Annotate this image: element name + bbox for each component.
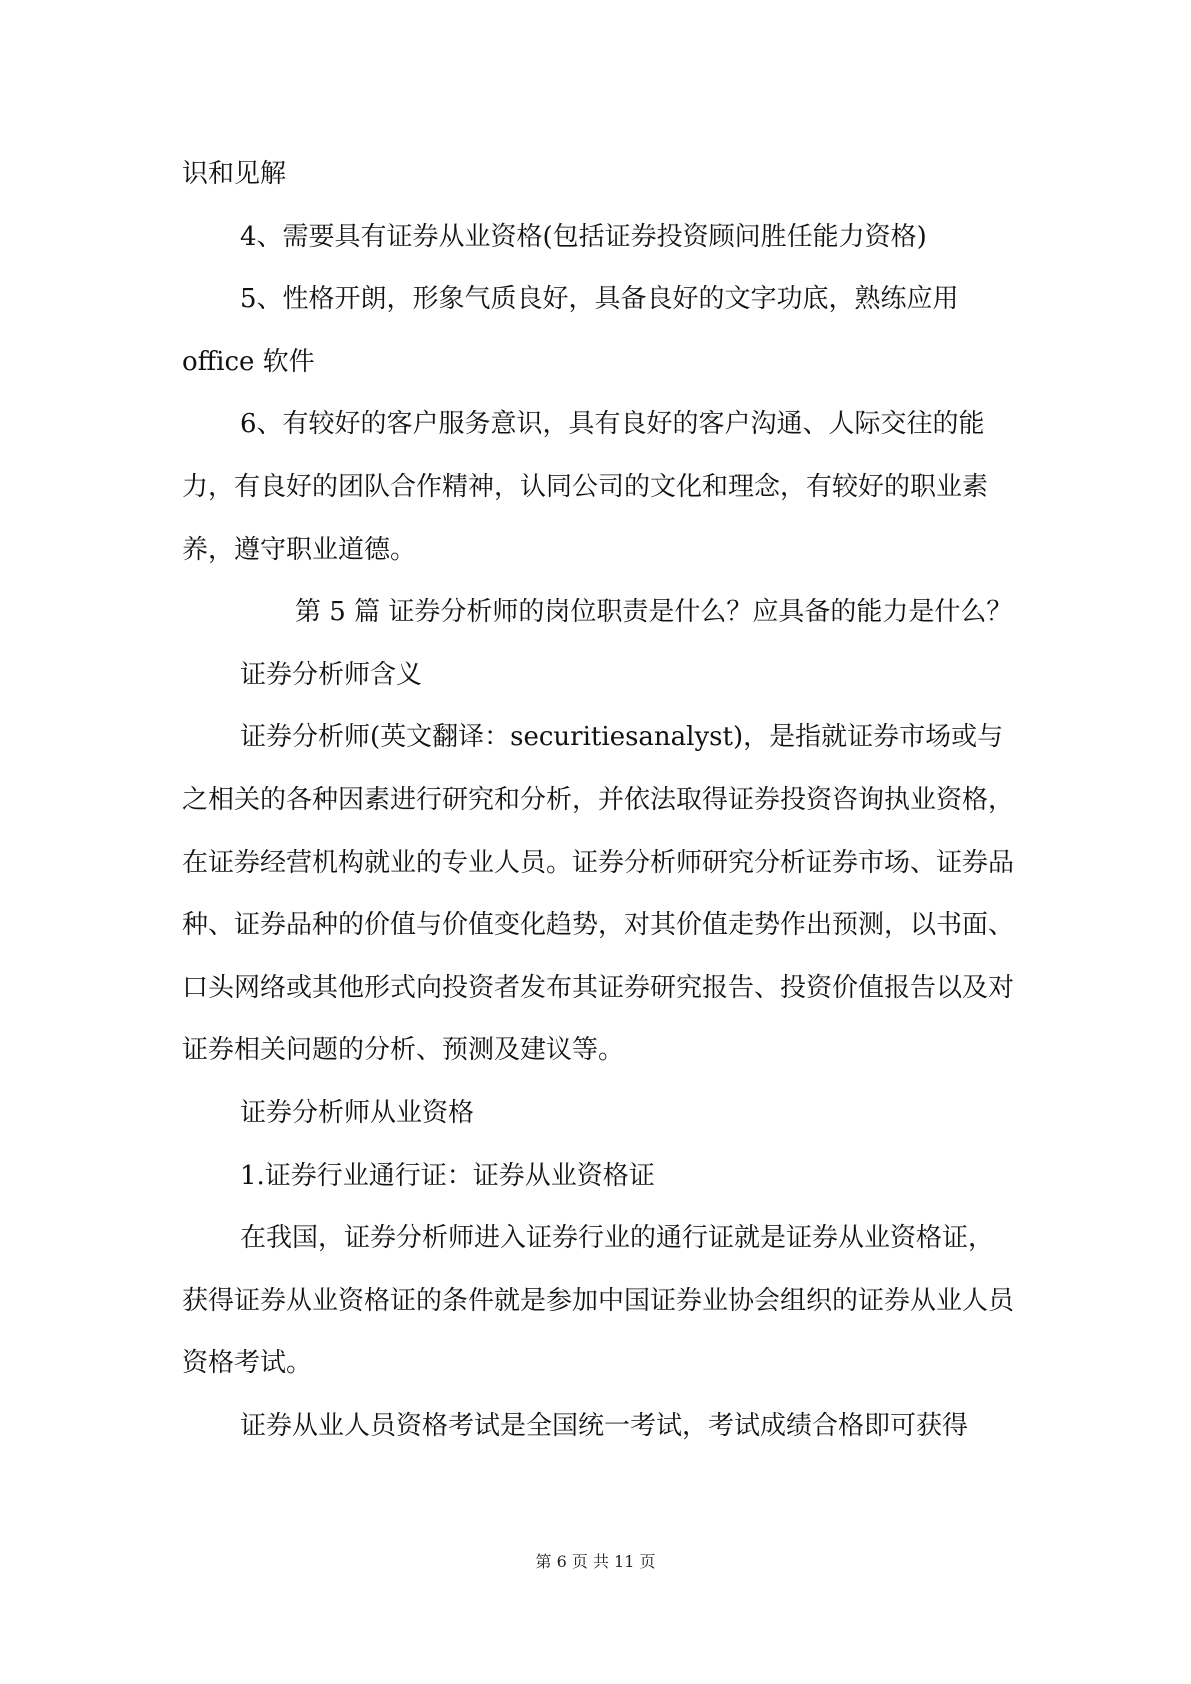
subheading-qualification: 证券分析师从业资格 <box>240 1097 475 1128</box>
section-heading: 第 5 篇 证券分析师的岗位职责是什么？应具备的能力是什么？ <box>295 597 1013 628</box>
requirement-item-4: 4、需要具有证券从业资格(包括证券投资顾问胜任能力资格) <box>240 221 927 252</box>
paragraph-exam: 证券从业人员资格考试是全国统一考试，考试成绩合格即可获得 <box>240 1410 969 1441</box>
paragraph-continuation: 识和见解 <box>182 159 287 189</box>
body-text <box>182 143 1017 1457</box>
requirement-item-6: 6、有较好的客户服务意识，具有良好的客户沟通、人际交往的能力，有良好的团队合作精神，认同公司的文化和理念，有较好的职业素养，遵守职业道德。 <box>182 409 989 565</box>
subheading-definition: 证券分析师含义 <box>240 659 423 690</box>
paragraph-license: 在我国，证券分析师进入证券行业的通行证就是证券从业资格证，获得证券从业资格证的条件就是参加中国证券业协会组织的证券从业人员资格考试。 <box>182 1223 1015 1379</box>
list-item-1: 1.证券行业通行证：证券从业资格证 <box>240 1160 655 1191</box>
paragraph-definition: 证券分析师(英文翻译：securitiesanalyst)，是指就证券市场或与之相关的各种因素进行研究和分析，并依法取得证券投资咨询执业资格，在证券经营机构就业的专业人员。证券分析师研究分析证券市场、证券品种、证券品种的价值与价值变化趋势，对其价值走势作出预测，以书面、口头网络或其他形式向投资者发布其证券研究报告、投资价值报告以及对证券相关问题的分析、预测及建议等。 <box>182 722 1015 1066</box>
requirement-item-5: 5、性格开朗，形象气质良好，具备良好的文字功底，熟练应用office 软件 <box>182 284 959 377</box>
page-footer: 第 6 页 共 11 页 <box>535 1552 656 1571</box>
